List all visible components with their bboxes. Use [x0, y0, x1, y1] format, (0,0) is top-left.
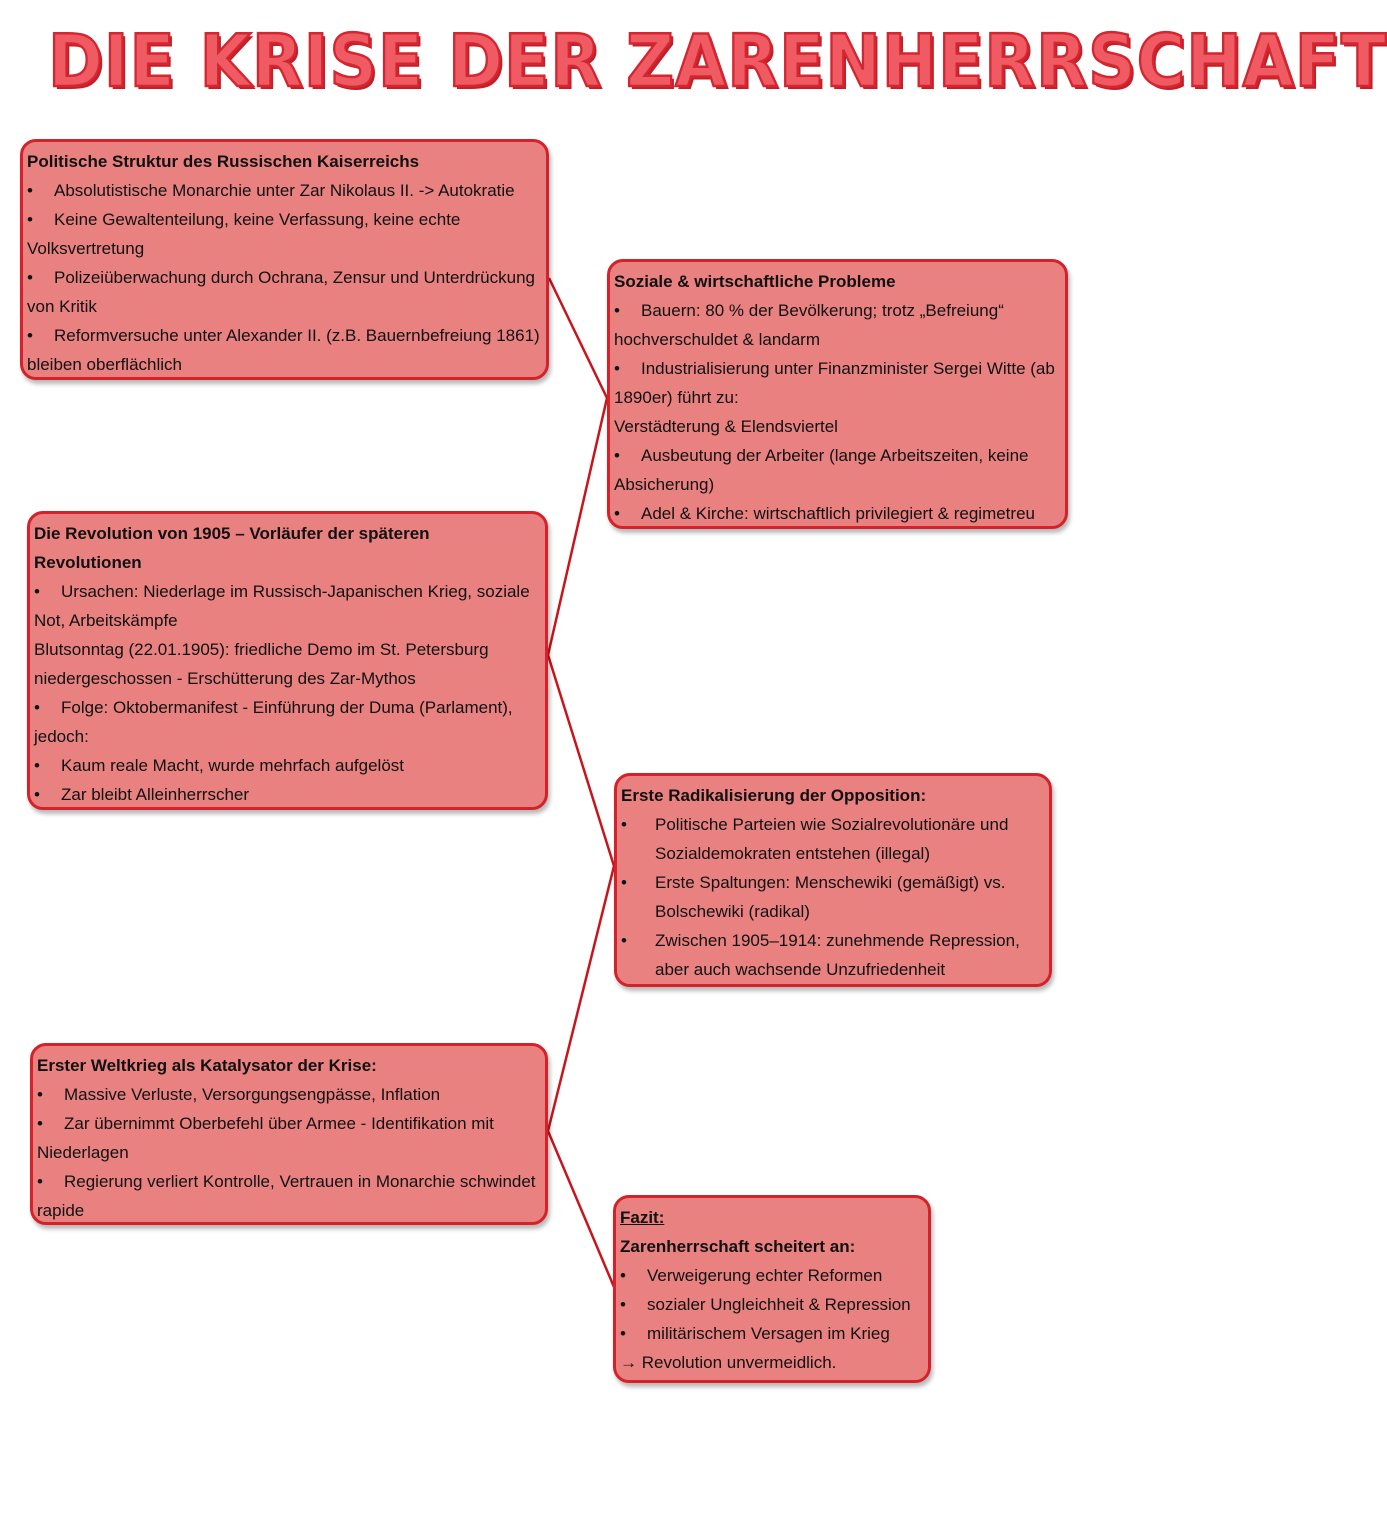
box-heading: Erster Weltkrieg als Katalysator der Krise: — [37, 1056, 377, 1075]
box-political-structure — [20, 139, 549, 380]
page-title: DIE KRISE DER ZARENHERRSCHAFT — [48, 19, 1387, 103]
list-item: • Zar bleibt Alleinherrscher — [34, 780, 541, 809]
list-item: • Ausbeutung der Arbeiter (lange Arbeitszeiten, keine Absicherung) — [614, 441, 1061, 499]
box-heading: Politische Struktur des Russischen Kaiserreichs — [27, 152, 420, 171]
list-item: • Zwischen 1905–1914: zunehmende Repression, aber auch wachsende Unzufriedenheit — [621, 926, 1045, 984]
list-item: • Politische Parteien wie Sozialrevolutionäre und Sozialdemokraten entstehen (illegal) — [621, 810, 1045, 868]
box-heading: Erste Radikalisierung der Opposition: — [621, 786, 927, 805]
list-item: • Massive Verluste, Versorgungsengpässe, Inflation — [37, 1080, 541, 1109]
list-item: • militärischem Versagen im Krieg — [620, 1319, 924, 1348]
paragraph: Blutsonntag (22.01.1905): friedliche Demo im St. Petersburg niedergeschossen - Erschütterung des Zar-Mythos — [34, 640, 489, 688]
box-heading: Soziale & wirtschaftliche Probleme — [614, 272, 896, 291]
list-item: • Industrialisierung unter Finanzminister Sergei Witte (ab 1890er) führt zu: — [614, 354, 1061, 412]
box-radicalization-opposition — [614, 773, 1052, 987]
list-item: • Ursachen: Niederlage im Russisch-Japanischen Krieg, soziale Not, Arbeitskämpfe — [34, 577, 541, 635]
conclusion-text: → Revolution unvermeidlich. — [620, 1353, 837, 1372]
list-item: • Kaum reale Macht, wurde mehrfach aufgelöst — [34, 751, 541, 780]
box-world-war-catalyst — [30, 1043, 548, 1225]
box-revolution-1905 — [27, 511, 548, 810]
box-social-economic-problems — [607, 259, 1068, 529]
box-conclusion — [613, 1195, 931, 1383]
list-item: • Polizeiüberwachung durch Ochrana, Zensur und Unterdrückung von Kritik — [27, 263, 542, 321]
list-item: • Reformversuche unter Alexander II. (z.B. Bauernbefreiung 1861) bleiben oberflächlich — [27, 321, 542, 379]
list-item: • Zar übernimmt Oberbefehl über Armee - Identifikation mit Niederlagen — [37, 1109, 541, 1167]
list-item: • Keine Gewaltenteilung, keine Verfassung, keine echte Volksvertretung — [27, 205, 542, 263]
list-item-continuation: Verstädterung & Elendsviertel — [614, 417, 838, 436]
box-heading: Fazit: — [620, 1208, 665, 1227]
list-item: • Verweigerung echter Reformen — [620, 1261, 924, 1290]
box-heading: Die Revolution von 1905 – Vorläufer der späteren Revolutionen — [34, 524, 430, 572]
list-item: • Adel & Kirche: wirtschaftlich privilegiert & regimetreu — [614, 499, 1061, 528]
list-item: • Absolutistische Monarchie unter Zar Nikolaus II. -> Autokratie — [27, 176, 542, 205]
list-item: • Folge: Oktobermanifest - Einführung der Duma (Parlament), jedoch: — [34, 693, 541, 751]
list-item: • Regierung verliert Kontrolle, Vertrauen in Monarchie schwindet rapide — [37, 1167, 541, 1225]
connector-path — [548, 278, 614, 1287]
box-subheading: Zarenherrschaft scheitert an: — [620, 1237, 856, 1256]
list-item: • sozialer Ungleichheit & Repression — [620, 1290, 924, 1319]
list-item: • Erste Spaltungen: Menschewiki (gemäßigt) vs. Bolschewiki (radikal) — [621, 868, 1045, 926]
list-item: • Bauern: 80 % der Bevölkerung; trotz „Befreiung“ hochverschuldet & landarm — [614, 296, 1061, 354]
